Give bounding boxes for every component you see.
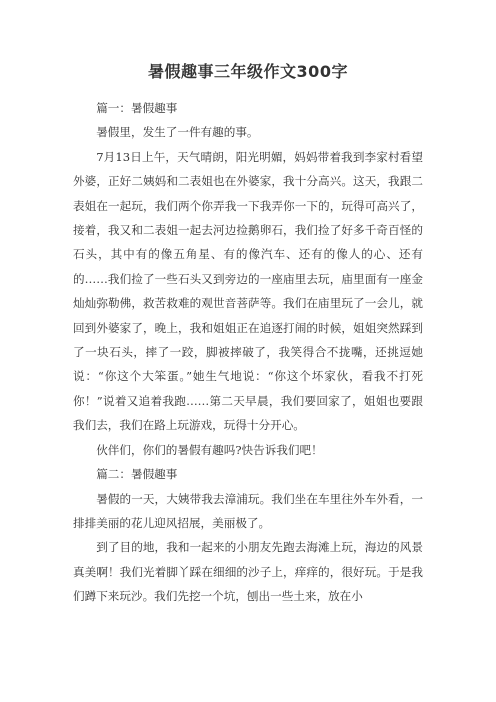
section-1	[73, 96, 423, 462]
paragraph: 暑假里，发生了一件有趣的事。	[96, 125, 259, 140]
paragraph: 暑假的一天，大姨带我去漳浦玩。我们坐在车里往外车外看，一排排美丽的花儿迎风招展，美丽极了。	[73, 491, 423, 530]
section-heading: 篇二：暑假趣事	[96, 467, 178, 482]
document-title: 暑假趣事三年级作文300字	[148, 62, 348, 81]
section-heading: 篇一：暑假趣事	[96, 101, 178, 115]
paragraph: 伙伴们，你们的暑假有趣吗?快告诉我们吧！	[96, 442, 323, 457]
paragraph: 7月13日上午，天气晴朗，阳光明媚，妈妈带着我到李家村看望外婆，正好二姨妈和二表姐也在外婆家，我十分高兴。这天，我跟二表姐在一起玩，我们两个你弄我一下我弄你一下的，玩得可高兴了，接着，我又和二表姐一起去河边捡鹅卵石，我们捡了好多千奇百怪的石头，其中有的像五角星、有的像汽车、还有的像人的心、还有的……我们捡了一些石头又到旁边的一座庙里去玩，庙里面有一座金灿灿弥勒佛，救苦救难的观世音菩萨等。我们在庙里玩了一会儿，就回到外婆家了，晚上，我和姐姐正在追逐打闹的时候，姐姐突然踩到了一块石头，摔了一跤，脚被摔破了，我笑得合不拢嘴，还挑逗她说：“你这个大笨蛋。”她生气地说：“你这个坏家伙，看我不打死你！”说着又追着我跑……第二天早晨，我们要回家了，姐姐也要跟我们去，我们在路上玩游戏，玩得十分开心。	[73, 149, 423, 433]
paragraph: 到了目的地，我和一起来的小朋友先跑去海滩上玩，海边的风景真美啊！我们光着脚丫踩在细细的沙子上，痒痒的，很好玩。于是我们蹲下来玩沙。我们先挖一个坑，刨出一些土来，放在小	[73, 540, 423, 604]
section-2	[73, 462, 423, 608]
